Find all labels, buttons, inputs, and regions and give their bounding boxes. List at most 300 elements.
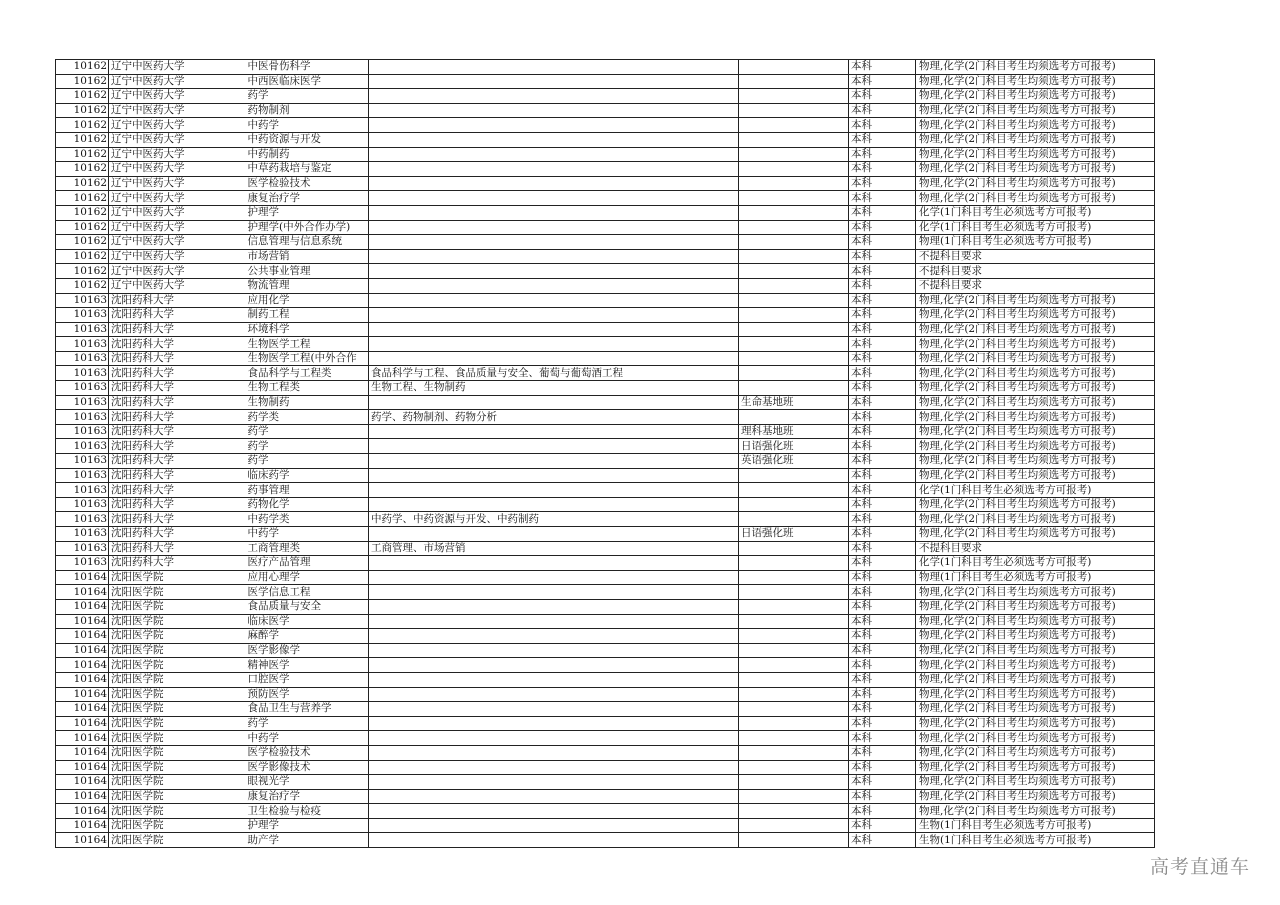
education-level-cell: 本科 (849, 191, 916, 206)
included-majors-cell: 食品科学与工程、食品质量与安全、葡萄与葡萄酒工程 (369, 366, 739, 381)
table-row (56, 556, 1155, 571)
subject-requirement-cell: 物理,化学(2门科目考生均须选考方可报考) (916, 599, 1155, 614)
education-level-cell: 本科 (849, 614, 916, 629)
subject-requirement-cell: 物理,化学(2门科目考生均须选考方可报考) (916, 147, 1155, 162)
university-name-cell: 沈阳药科大学 (109, 512, 246, 527)
university-name-cell: 沈阳药科大学 (109, 541, 246, 556)
school-code-cell: 10162 (56, 249, 109, 264)
education-level-cell: 本科 (849, 249, 916, 264)
class-note-cell (739, 687, 849, 702)
major-name-cell: 药事管理 (246, 483, 369, 498)
included-majors-cell (369, 818, 739, 833)
school-code-cell: 10163 (56, 468, 109, 483)
major-name-cell: 环境科学 (246, 322, 369, 337)
class-note-cell (739, 293, 849, 308)
included-majors-cell: 工商管理、市场营销 (369, 541, 739, 556)
included-majors-cell (369, 132, 739, 147)
subject-requirement-cell: 不提科目要求 (916, 541, 1155, 556)
included-majors-cell (369, 322, 739, 337)
university-name-cell: 辽宁中医药大学 (109, 278, 246, 293)
university-name-cell: 沈阳医学院 (109, 775, 246, 790)
subject-requirement-cell: 生物(1门科目考生必须选考方可报考) (916, 833, 1155, 848)
table-row (56, 658, 1155, 673)
education-level-cell: 本科 (849, 220, 916, 235)
included-majors-cell (369, 293, 739, 308)
table-row (56, 147, 1155, 162)
major-name-cell: 麻醉学 (246, 629, 369, 644)
major-name-cell: 口腔医学 (246, 672, 369, 687)
subject-requirement-cell: 物理,化学(2门科目考生均须选考方可报考) (916, 337, 1155, 352)
subject-requirement-cell: 物理,化学(2门科目考生均须选考方可报考) (916, 103, 1155, 118)
included-majors-cell (369, 658, 739, 673)
university-name-cell: 辽宁中医药大学 (109, 89, 246, 104)
education-level-cell: 本科 (849, 89, 916, 104)
school-code-cell: 10164 (56, 643, 109, 658)
table-row (56, 527, 1155, 542)
education-level-cell: 本科 (849, 322, 916, 337)
subject-requirement-cell: 物理,化学(2门科目考生均须选考方可报考) (916, 614, 1155, 629)
table-row (56, 205, 1155, 220)
table-row (56, 60, 1155, 75)
table-row (56, 716, 1155, 731)
table-row (56, 278, 1155, 293)
major-name-cell: 市场营销 (246, 249, 369, 264)
school-code-cell: 10163 (56, 556, 109, 571)
subject-requirement-cell: 物理,化学(2门科目考生均须选考方可报考) (916, 118, 1155, 133)
class-note-cell (739, 789, 849, 804)
class-note-cell (739, 132, 849, 147)
subject-requirement-cell: 物理,化学(2门科目考生均须选考方可报考) (916, 162, 1155, 177)
class-note-cell (739, 497, 849, 512)
table-row (56, 424, 1155, 439)
table-row (56, 293, 1155, 308)
major-name-cell: 中药学类 (246, 512, 369, 527)
university-name-cell: 沈阳医学院 (109, 614, 246, 629)
university-name-cell: 辽宁中医药大学 (109, 162, 246, 177)
class-note-cell (739, 585, 849, 600)
major-name-cell: 眼视光学 (246, 775, 369, 790)
university-name-cell: 沈阳医学院 (109, 760, 246, 775)
included-majors-cell (369, 745, 739, 760)
table-row (56, 162, 1155, 177)
subject-requirement-cell: 物理,化学(2门科目考生均须选考方可报考) (916, 191, 1155, 206)
education-level-cell: 本科 (849, 424, 916, 439)
subject-requirement-cell: 物理,化学(2门科目考生均须选考方可报考) (916, 468, 1155, 483)
major-name-cell: 医学影像学 (246, 643, 369, 658)
class-note-cell (739, 322, 849, 337)
class-note-cell (739, 483, 849, 498)
major-name-cell: 卫生检验与检疫 (246, 804, 369, 819)
school-code-cell: 10162 (56, 89, 109, 104)
table-row (56, 118, 1155, 133)
major-name-cell: 预防医学 (246, 687, 369, 702)
subject-requirement-cell: 物理,化学(2门科目考生均须选考方可报考) (916, 454, 1155, 469)
class-note-cell (739, 235, 849, 250)
university-name-cell: 沈阳药科大学 (109, 351, 246, 366)
major-name-cell: 精神医学 (246, 658, 369, 673)
school-code-cell: 10163 (56, 541, 109, 556)
education-level-cell: 本科 (849, 745, 916, 760)
education-level-cell: 本科 (849, 264, 916, 279)
class-note-cell (739, 308, 849, 323)
school-code-cell: 10164 (56, 658, 109, 673)
major-name-cell: 护理学 (246, 818, 369, 833)
school-code-cell: 10163 (56, 395, 109, 410)
class-note-cell (739, 468, 849, 483)
education-level-cell: 本科 (849, 804, 916, 819)
included-majors-cell (369, 278, 739, 293)
class-note-cell (739, 716, 849, 731)
school-code-cell: 10162 (56, 132, 109, 147)
subject-requirement-cell: 物理,化学(2门科目考生均须选考方可报考) (916, 351, 1155, 366)
included-majors-cell (369, 643, 739, 658)
included-majors-cell (369, 454, 739, 469)
major-name-cell: 药物制剂 (246, 103, 369, 118)
subject-requirement-cell: 物理,化学(2门科目考生均须选考方可报考) (916, 89, 1155, 104)
class-note-cell (739, 74, 849, 89)
education-level-cell: 本科 (849, 570, 916, 585)
class-note-cell (739, 337, 849, 352)
university-name-cell: 沈阳医学院 (109, 731, 246, 746)
school-code-cell: 10164 (56, 731, 109, 746)
class-note-cell (739, 205, 849, 220)
class-note-cell: 日语强化班 (739, 527, 849, 542)
subject-requirement-cell: 物理,化学(2门科目考生均须选考方可报考) (916, 395, 1155, 410)
included-majors-cell (369, 103, 739, 118)
class-note-cell (739, 176, 849, 191)
university-name-cell: 沈阳医学院 (109, 643, 246, 658)
table-row (56, 629, 1155, 644)
major-name-cell: 康复治疗学 (246, 191, 369, 206)
university-name-cell: 沈阳医学院 (109, 672, 246, 687)
university-name-cell: 沈阳药科大学 (109, 322, 246, 337)
included-majors-cell (369, 804, 739, 819)
table-row (56, 235, 1155, 250)
school-code-cell: 10164 (56, 672, 109, 687)
university-name-cell: 沈阳药科大学 (109, 381, 246, 396)
included-majors-cell (369, 556, 739, 571)
table-row (56, 833, 1155, 848)
table-row (56, 337, 1155, 352)
included-majors-cell (369, 585, 739, 600)
education-level-cell: 本科 (849, 366, 916, 381)
major-name-cell: 药学 (246, 454, 369, 469)
included-majors-cell (369, 468, 739, 483)
education-level-cell: 本科 (849, 176, 916, 191)
education-level-cell: 本科 (849, 337, 916, 352)
subject-requirement-cell: 不提科目要求 (916, 264, 1155, 279)
school-code-cell: 10163 (56, 308, 109, 323)
class-note-cell (739, 731, 849, 746)
table-row (56, 570, 1155, 585)
included-majors-cell (369, 599, 739, 614)
class-note-cell (739, 702, 849, 717)
subject-requirement-cell: 物理,化学(2门科目考生均须选考方可报考) (916, 176, 1155, 191)
school-code-cell: 10162 (56, 162, 109, 177)
table-row (56, 264, 1155, 279)
school-code-cell: 10163 (56, 410, 109, 425)
school-code-cell: 10164 (56, 804, 109, 819)
university-name-cell: 辽宁中医药大学 (109, 118, 246, 133)
major-name-cell: 医疗产品管理 (246, 556, 369, 571)
major-name-cell: 临床药学 (246, 468, 369, 483)
education-level-cell: 本科 (849, 132, 916, 147)
school-code-cell: 10162 (56, 74, 109, 89)
school-code-cell: 10163 (56, 483, 109, 498)
university-name-cell: 辽宁中医药大学 (109, 205, 246, 220)
subject-requirement-cell: 物理,化学(2门科目考生均须选考方可报考) (916, 643, 1155, 658)
education-level-cell: 本科 (849, 702, 916, 717)
included-majors-cell (369, 483, 739, 498)
university-name-cell: 沈阳医学院 (109, 599, 246, 614)
table-row (56, 395, 1155, 410)
included-majors-cell (369, 74, 739, 89)
major-name-cell: 生物制药 (246, 395, 369, 410)
table-row (56, 614, 1155, 629)
school-code-cell: 10164 (56, 789, 109, 804)
major-name-cell: 应用心理学 (246, 570, 369, 585)
subject-requirement-cell: 物理,化学(2门科目考生均须选考方可报考) (916, 629, 1155, 644)
included-majors-cell (369, 527, 739, 542)
major-name-cell: 生物医学工程 (246, 337, 369, 352)
included-majors-cell (369, 395, 739, 410)
included-majors-cell (369, 89, 739, 104)
university-name-cell: 辽宁中医药大学 (109, 103, 246, 118)
subject-requirement-cell: 生物(1门科目考生必须选考方可报考) (916, 818, 1155, 833)
class-note-cell (739, 162, 849, 177)
education-level-cell: 本科 (849, 308, 916, 323)
education-level-cell: 本科 (849, 818, 916, 833)
table-row (56, 191, 1155, 206)
class-note-cell (739, 147, 849, 162)
education-level-cell: 本科 (849, 118, 916, 133)
education-level-cell: 本科 (849, 629, 916, 644)
included-majors-cell (369, 687, 739, 702)
included-majors-cell (369, 614, 739, 629)
major-name-cell: 食品卫生与营养学 (246, 702, 369, 717)
education-level-cell: 本科 (849, 205, 916, 220)
included-majors-cell (369, 337, 739, 352)
table-row (56, 731, 1155, 746)
university-name-cell: 辽宁中医药大学 (109, 264, 246, 279)
education-level-cell: 本科 (849, 483, 916, 498)
included-majors-cell (369, 731, 739, 746)
subject-requirement-cell: 物理,化学(2门科目考生均须选考方可报考) (916, 322, 1155, 337)
school-code-cell: 10163 (56, 497, 109, 512)
subject-requirement-cell: 物理,化学(2门科目考生均须选考方可报考) (916, 760, 1155, 775)
table-row (56, 541, 1155, 556)
education-level-cell: 本科 (849, 410, 916, 425)
included-majors-cell: 生物工程、生物制药 (369, 381, 739, 396)
university-name-cell: 沈阳医学院 (109, 818, 246, 833)
subject-requirement-cell: 物理,化学(2门科目考生均须选考方可报考) (916, 512, 1155, 527)
university-name-cell: 辽宁中医药大学 (109, 176, 246, 191)
included-majors-cell (369, 702, 739, 717)
university-name-cell: 沈阳医学院 (109, 658, 246, 673)
class-note-cell (739, 599, 849, 614)
school-code-cell: 10163 (56, 454, 109, 469)
subject-requirement-cell: 物理,化学(2门科目考生均须选考方可报考) (916, 424, 1155, 439)
education-level-cell: 本科 (849, 512, 916, 527)
school-code-cell: 10164 (56, 585, 109, 600)
university-name-cell: 辽宁中医药大学 (109, 220, 246, 235)
school-code-cell: 10162 (56, 205, 109, 220)
included-majors-cell (369, 249, 739, 264)
table-row (56, 366, 1155, 381)
education-level-cell: 本科 (849, 278, 916, 293)
table-row (56, 103, 1155, 118)
table-row (56, 760, 1155, 775)
subject-requirement-cell: 化学(1门科目考生必须选考方可报考) (916, 220, 1155, 235)
education-level-cell: 本科 (849, 497, 916, 512)
major-name-cell: 康复治疗学 (246, 789, 369, 804)
included-majors-cell (369, 308, 739, 323)
class-note-cell (739, 103, 849, 118)
university-name-cell: 沈阳医学院 (109, 716, 246, 731)
table-row (56, 381, 1155, 396)
school-code-cell: 10163 (56, 424, 109, 439)
major-name-cell: 中医骨伤科学 (246, 60, 369, 75)
major-name-cell: 临床医学 (246, 614, 369, 629)
major-name-cell: 药学 (246, 716, 369, 731)
table-row (56, 220, 1155, 235)
school-code-cell: 10162 (56, 220, 109, 235)
education-level-cell: 本科 (849, 439, 916, 454)
school-code-cell: 10162 (56, 176, 109, 191)
school-code-cell: 10164 (56, 833, 109, 848)
table-row (56, 745, 1155, 760)
education-level-cell: 本科 (849, 833, 916, 848)
class-note-cell (739, 614, 849, 629)
major-name-cell: 应用化学 (246, 293, 369, 308)
subject-requirement-cell: 物理,化学(2门科目考生均须选考方可报考) (916, 745, 1155, 760)
university-name-cell: 沈阳医学院 (109, 570, 246, 585)
major-name-cell: 生物医学工程(中外合作 (246, 351, 369, 366)
university-name-cell: 沈阳医学院 (109, 585, 246, 600)
education-level-cell: 本科 (849, 775, 916, 790)
major-name-cell: 医学检验技术 (246, 176, 369, 191)
education-level-cell: 本科 (849, 789, 916, 804)
school-code-cell: 10163 (56, 322, 109, 337)
included-majors-cell (369, 176, 739, 191)
class-note-cell (739, 541, 849, 556)
table-row (56, 308, 1155, 323)
subject-requirement-cell: 物理,化学(2门科目考生均须选考方可报考) (916, 527, 1155, 542)
class-note-cell (739, 220, 849, 235)
university-name-cell: 沈阳药科大学 (109, 556, 246, 571)
major-name-cell: 工商管理类 (246, 541, 369, 556)
table-row (56, 322, 1155, 337)
class-note-cell (739, 570, 849, 585)
school-code-cell: 10162 (56, 60, 109, 75)
university-name-cell: 沈阳药科大学 (109, 366, 246, 381)
subject-requirement-cell: 不提科目要求 (916, 278, 1155, 293)
subject-requirement-cell: 物理,化学(2门科目考生均须选考方可报考) (916, 585, 1155, 600)
class-note-cell (739, 745, 849, 760)
education-level-cell: 本科 (849, 687, 916, 702)
class-note-cell (739, 60, 849, 75)
included-majors-cell: 中药学、中药资源与开发、中药制药 (369, 512, 739, 527)
school-code-cell: 10164 (56, 818, 109, 833)
school-code-cell: 10163 (56, 381, 109, 396)
included-majors-cell: 药学、药物制剂、药物分析 (369, 410, 739, 425)
major-name-cell: 医学检验技术 (246, 745, 369, 760)
university-name-cell: 沈阳药科大学 (109, 527, 246, 542)
education-level-cell: 本科 (849, 541, 916, 556)
education-level-cell: 本科 (849, 585, 916, 600)
major-name-cell: 护理学 (246, 205, 369, 220)
school-code-cell: 10162 (56, 103, 109, 118)
major-name-cell: 中西医临床医学 (246, 74, 369, 89)
university-name-cell: 沈阳药科大学 (109, 497, 246, 512)
university-name-cell: 沈阳医学院 (109, 702, 246, 717)
subject-requirement-cell: 物理,化学(2门科目考生均须选考方可报考) (916, 381, 1155, 396)
education-level-cell: 本科 (849, 74, 916, 89)
table-body (56, 60, 1155, 848)
table-row (56, 351, 1155, 366)
table-row (56, 702, 1155, 717)
table-row (56, 775, 1155, 790)
subject-requirement-cell: 物理,化学(2门科目考生均须选考方可报考) (916, 439, 1155, 454)
university-name-cell: 辽宁中医药大学 (109, 191, 246, 206)
university-name-cell: 辽宁中医药大学 (109, 235, 246, 250)
school-code-cell: 10163 (56, 293, 109, 308)
university-name-cell: 沈阳药科大学 (109, 424, 246, 439)
education-level-cell: 本科 (849, 599, 916, 614)
class-note-cell (739, 351, 849, 366)
subject-requirement-cell: 物理,化学(2门科目考生均须选考方可报考) (916, 775, 1155, 790)
class-note-cell (739, 278, 849, 293)
class-note-cell (739, 512, 849, 527)
university-name-cell: 沈阳医学院 (109, 804, 246, 819)
class-note-cell (739, 760, 849, 775)
class-note-cell: 理科基地班 (739, 424, 849, 439)
subject-requirement-cell: 化学(1门科目考生必须选考方可报考) (916, 483, 1155, 498)
university-name-cell: 辽宁中医药大学 (109, 147, 246, 162)
school-code-cell: 10164 (56, 702, 109, 717)
university-name-cell: 沈阳医学院 (109, 687, 246, 702)
university-name-cell: 辽宁中医药大学 (109, 132, 246, 147)
class-note-cell (739, 833, 849, 848)
university-name-cell: 辽宁中医药大学 (109, 60, 246, 75)
class-note-cell (739, 191, 849, 206)
class-note-cell (739, 672, 849, 687)
major-name-cell: 医学影像技术 (246, 760, 369, 775)
subject-requirement-cell: 不提科目要求 (916, 249, 1155, 264)
class-note-cell (739, 804, 849, 819)
included-majors-cell (369, 162, 739, 177)
class-note-cell (739, 249, 849, 264)
subject-requirement-cell: 物理,化学(2门科目考生均须选考方可报考) (916, 658, 1155, 673)
subject-requirement-cell: 物理,化学(2门科目考生均须选考方可报考) (916, 308, 1155, 323)
included-majors-cell (369, 672, 739, 687)
university-name-cell: 辽宁中医药大学 (109, 249, 246, 264)
university-name-cell: 沈阳医学院 (109, 745, 246, 760)
school-code-cell: 10162 (56, 191, 109, 206)
education-level-cell: 本科 (849, 235, 916, 250)
table-row (56, 818, 1155, 833)
education-level-cell: 本科 (849, 556, 916, 571)
watermark-logo-text: 高考直通车 (1149, 856, 1250, 878)
school-code-cell: 10164 (56, 599, 109, 614)
class-note-cell (739, 410, 849, 425)
school-code-cell: 10163 (56, 351, 109, 366)
major-name-cell: 药学 (246, 424, 369, 439)
included-majors-cell (369, 775, 739, 790)
major-name-cell: 中药学 (246, 731, 369, 746)
included-majors-cell (369, 205, 739, 220)
school-code-cell: 10163 (56, 527, 109, 542)
